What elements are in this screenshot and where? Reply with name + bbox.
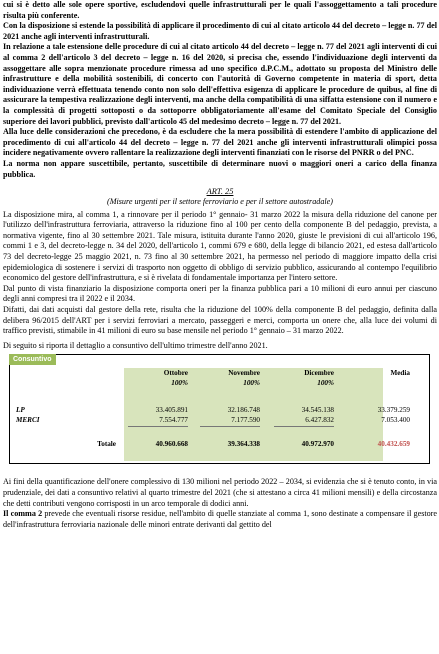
article-title [3, 186, 437, 197]
top-section [3, 0, 437, 180]
paragraph: Con la disposizione si estende la possibilità di applicare il procedimento di cui al citato articolo 44 del decreto – legge n. 77 del 2021 anche agli interventi infrastrutturali. [3, 21, 437, 41]
percent-cell: 100% [317, 379, 334, 388]
total-label: Totale [97, 440, 116, 449]
table-cell: 33.379.259 [377, 406, 410, 415]
total-separator [128, 426, 188, 427]
paragraph: Ai fini della quantificazione dell'onere complessivo di 130 milioni nel periodo 2022 – 2034, si evidenzia che si è tenuto conto, in via prudenziale, dei dati a consuntivo relativi al quarto trimestre del 2021 (che si attestano a circa 41 milioni mensili) e della circostanza che detti contributi vengono corrisposti in un arco temporale di dodici anni. [3, 477, 437, 508]
paragraph: Alla luce delle considerazioni che precedono, è da escludere che la mera possibilità di estendere l'ambito di applicazione del procedimento di cui all'articolo 44 del decreto – legge n. 77 del 2021 anche gli interventi infrastrutturali olimpici possa incidere negativamente ovvero rallentare la realizzazione degli interventi finanziati con le risorse del PNRR o del PNC. [3, 127, 437, 158]
paragraph: Di seguito si riporta il dettaglio a consuntivo dell'ultimo trimestre dell'anno 2021. [3, 340, 268, 350]
total-separator [200, 426, 260, 427]
total-cell: 39.364.338 [227, 440, 260, 449]
middle-section [3, 210, 437, 352]
paragraph [3, 509, 437, 530]
column-header: Ottobre [163, 369, 188, 378]
column-header: Dicembre [304, 369, 334, 378]
article-number: ART. 25 [206, 187, 234, 197]
table-caption: Consuntivo [9, 354, 56, 365]
table-cell: 6.427.832 [305, 416, 334, 425]
table-cell: 34.545.138 [301, 406, 334, 415]
article-subtitle: (Misure urgenti per il settore ferroviario e per il settore autostradale) [107, 197, 333, 207]
document-page [3, 0, 437, 530]
column-header: Novembre [228, 369, 260, 378]
paragraph: La norma non appare suscettibile, pertanto, suscettibile di determinare nuovi o maggiori oneri a carico della finanza pubblica. [3, 158, 437, 179]
percent-cell: 100% [243, 379, 260, 388]
table-cell: 7.554.777 [159, 416, 188, 425]
table-cell: 33.405.891 [155, 406, 188, 415]
total-media-cell: 40.432.659 [377, 440, 410, 449]
paragraph: Dal punto di vista finanziario la disposizione comporta oneri per la finanza pubblica pari a 10 milioni di euro annui per ciascuno degli anni compresi tra il 2022 e il 2034. [3, 283, 437, 304]
total-cell: 40.972.970 [301, 440, 334, 449]
row-label: MERCI [16, 416, 40, 425]
paragraph: cui si è detto alle sole opere sportive, escludendovi quelle infrastrutturali per le quali l'assoggettamento a tali procedure risulta più conferente. [3, 0, 437, 20]
paragraph: In relazione a tale estensione delle procedure di cui al citato articolo 44 del decreto – legge n. 77 del 2021 agli interventi di cui al comma 2 dell'articolo 3 del decreto – legge n. 16 del 2020, si precisa che, essendo l'individuazione degli interventi da assoggettare alle sopra menzionate procedure rimessa ad uno specifico d.P.C.M., adottato su proposta del Ministro delle infrastrutture e della mobilità sostenibili, di concerto con l'autorità di Governo competente in materia di sport, detta individuazione verrà effettuata tenendo conto non solo dell'effettiva esigenza di applicare le procedure de quibus, al fine di assicurare la tempestiva realizzazione degli interventi, ma anche della compatibilità di una siffatta estensione con il numero e la complessità di progetti sottoposti o da sottoporre obbligatoriamente all'esame del Comitato Speciale del Consiglio superiore dei lavori pubblici, previsto dall'articolo 45 del medesimo decreto – legge n. 77 del 2021. [3, 42, 437, 126]
total-separator [274, 426, 334, 427]
consuntivo-table [9, 354, 430, 464]
row-label: LP [16, 406, 25, 415]
paragraph: La disposizione mira, al comma 1, a rinnovare per il periodo 1° gennaio- 31 marzo 2022 la misura della riduzione del canone per l'utilizzo dell'infrastruttura ferroviaria, attraverso la riduzione fino al 100 per cento della componente B del pedaggio, prevista, a normativa vigente, fino al 30 settembre 2021. Tale misura, istituita durante l'anno 2020, giuste le previsioni di cui all'articolo 196, commi 1 e 3, del decreto-legge n. 34 del 2020, dell'articolo 1, commi 679 e 680, della legge di bilancio 2021, ed estesa dall'articolo 73 del decreto-legge 25 maggio 2021, n. 73 fino al 30 settembre 2021, ha permesso nel periodo di maggiore impatto della crisi epidemiologica di sostenere i servizi di trasporto non oggetto di obbligo di servizio pubblico, assicurando al contempo l'equilibrio economico del gestore dell'infrastruttura, e si è rivelata di fondamentale importanza per l'intero settore. [3, 209, 437, 283]
paragraph-lead: Il comma 2 [3, 509, 43, 519]
paragraph: Difatti, dai dati acquisti dal gestore della rete, risulta che la riduzione del 100% della componente B del pedaggio, definita dalla delibera 96/2015 dell'ART per i servizi ferroviari a mercato, passeggeri e merci, comporta un onere che, alla luce dei volumi di traffico previsti, stimabile in 41 milioni di euro su base mensile nel periodo 1° gennaio – 31 marzo 2022. [3, 305, 437, 336]
paragraph-body: prevede che eventuali risorse residue, nell'ambito di quelle stanziate al comma 1, sono destinate a compensare il gestore dell'infrastruttura ferroviaria nazionale delle minori entrate derivanti dal gettito del [3, 509, 437, 529]
total-cell: 40.960.668 [155, 440, 188, 449]
column-header: Media [390, 369, 410, 378]
bottom-section [3, 477, 437, 530]
table-cell: 32.186.748 [227, 406, 260, 415]
table-cell: 7.177.590 [231, 416, 260, 425]
table-cell: 7.053.400 [381, 416, 410, 425]
percent-cell: 100% [171, 379, 188, 388]
